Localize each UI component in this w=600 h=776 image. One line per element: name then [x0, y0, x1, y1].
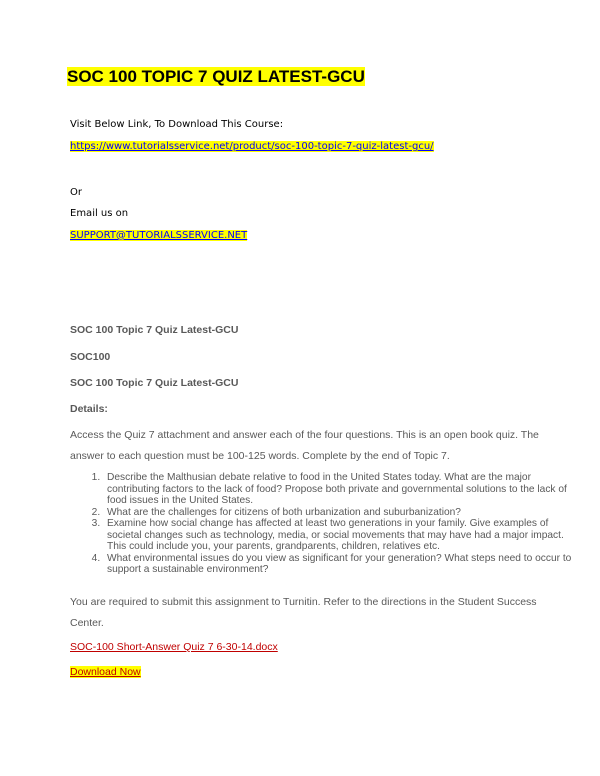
course-link-line [70, 140, 434, 154]
attachment-link[interactable]: SOC-100 Short-Answer Quiz 7 6-30-14.docx [70, 641, 278, 653]
quiz-heading-2: SOC 100 Topic 7 Quiz Latest-GCU [70, 377, 239, 389]
instructions-paragraph: Access the Quiz 7 attachment and answer each of the four questions. This is an open book quiz. The answer to each question must be 100-125 words. Complete by the end of Topic 7. [70, 429, 539, 462]
page-title [67, 66, 365, 88]
email-label: Email us on [70, 208, 129, 219]
email-link-line [70, 229, 247, 243]
question-list [70, 472, 573, 576]
download-line [70, 666, 141, 678]
quiz-heading-1: SOC 100 Topic 7 Quiz Latest-GCU [70, 324, 239, 336]
details-label: Details: [70, 403, 108, 415]
email-link[interactable]: SUPPORT@TUTORIALSSERVICE.NET [70, 230, 248, 241]
course-code: SOC100 [70, 351, 111, 363]
turnitin-paragraph: You are required to submit this assignment to Turnitin. Refer to the directions in the Student Success Center. [70, 596, 537, 629]
course-link[interactable]: https://www.tutorialsservice.net/product/soc-100-topic-7-quiz-latest-gcu/ [70, 141, 434, 152]
attachment-line [70, 641, 278, 653]
question-item: 3. Examine how social change has affected at least two generations in your family. Give examples of societal changes such as technology, media, or social movements that may have had a major impact. This could include you, your parents, grandparents, children, relatives etc. [103, 518, 573, 553]
question-item: 2. What are the challenges for citizens of both urbanization and suburbanization? [103, 507, 573, 519]
visit-instruction: Visit Below Link, To Download This Course: [70, 119, 284, 130]
title-text: SOC 100 TOPIC 7 QUIZ LATEST-GCU [67, 67, 365, 86]
question-item: 4. What environmental issues do you view as significant for your generation? What steps need to occur to support a sustainable environment? [103, 553, 573, 576]
or-text: Or [70, 187, 82, 198]
download-now-link[interactable]: Download Now [70, 666, 141, 678]
question-item: 1. Describe the Malthusian debate relative to food in the United States today. What are the major contributing factors to the lack of food? Propose both private and governmental solutions to the lack of food issues in the United States. [103, 472, 573, 507]
